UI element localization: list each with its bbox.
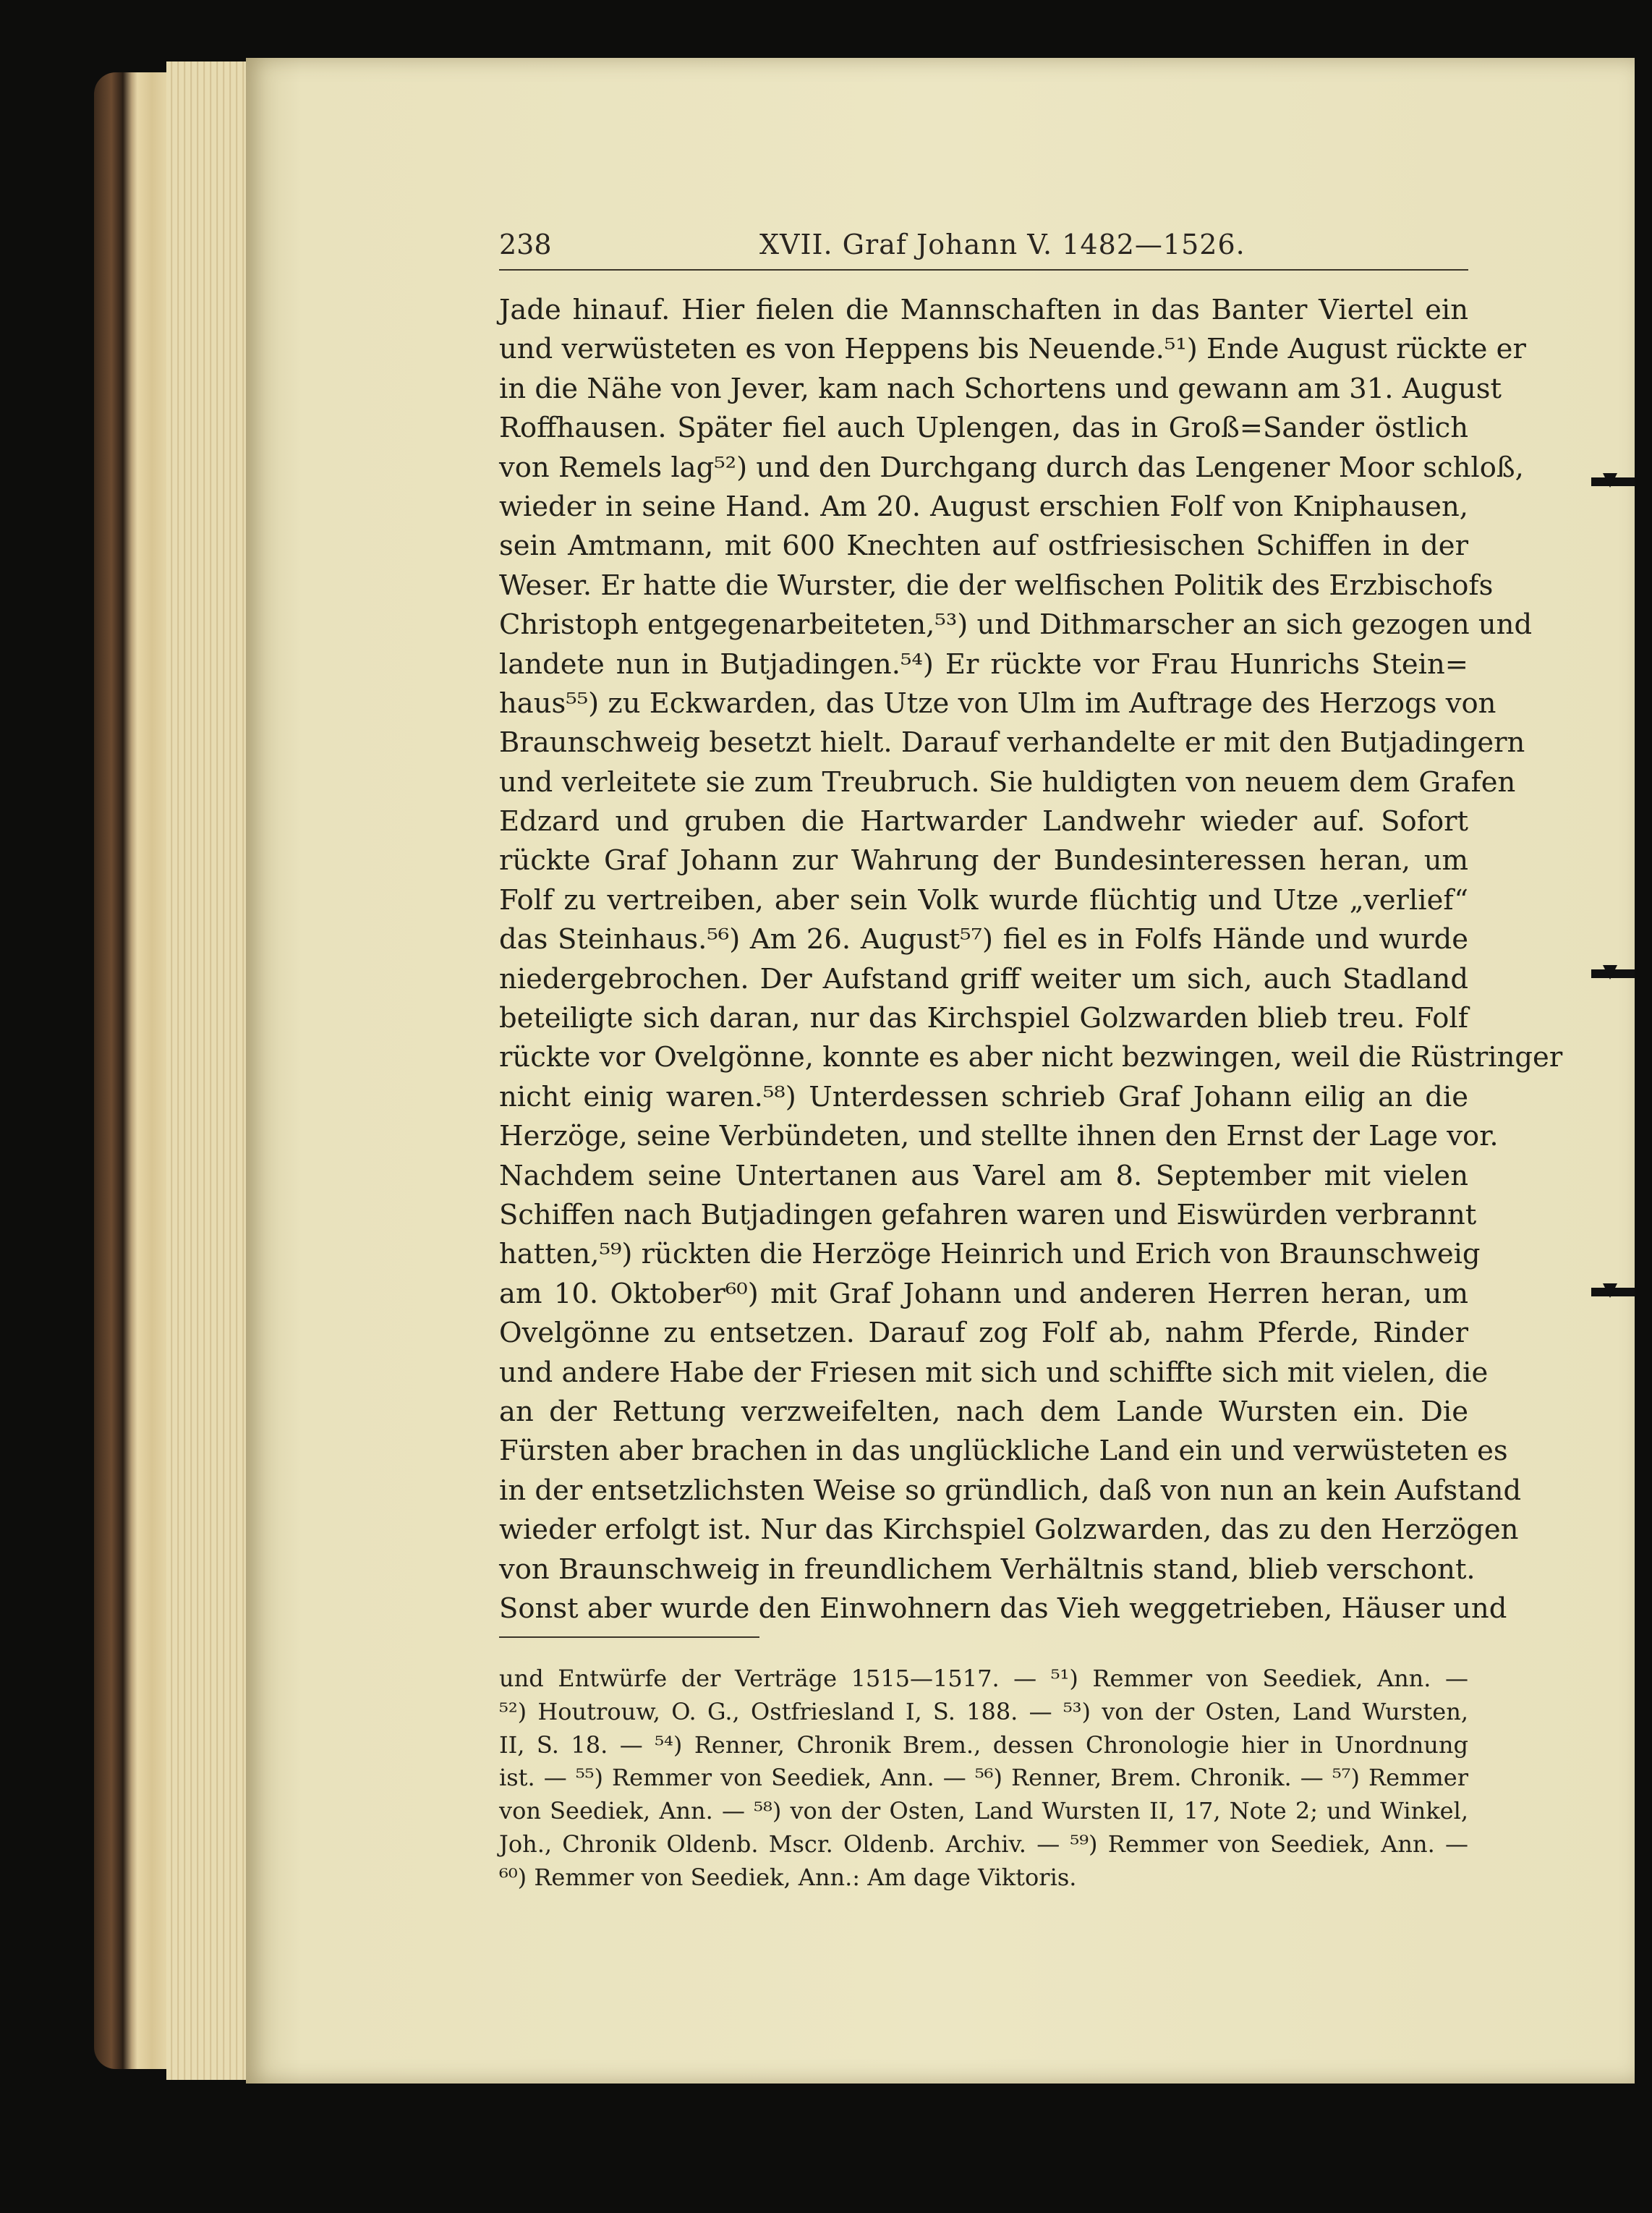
text-line: Sonst aber wurde den Einwohnern das Vieh weggetrieben, Häuser und (499, 1592, 1507, 1625)
text-line: Braunschweig besetzt hielt. Darauf verhandelte er mit den Butjadingern (499, 726, 1525, 760)
margin-marker (1591, 1288, 1635, 1296)
text-line: in der entsetzlichsten Weise so gründlich, daß von nun an kein Aufstand (499, 1474, 1522, 1507)
text-line: Ovelgönne zu entsetzen. Darauf zog Folf ab, nahm Pferde, Rinder (499, 1317, 1468, 1350)
text-line: von Remels lag⁵²) und den Durchgang durch das Lengener Moor schloß, (499, 451, 1524, 484)
text-line: Folf zu vertreiben, aber sein Volk wurde flüchtig und Utze „verlief“ (499, 883, 1468, 917)
text-line: von Braunschweig in freundlichem Verhältnis stand, blieb verschont. (499, 1553, 1476, 1586)
text-line: Weser. Er hatte die Wurster, die der welfischen Politik des Erzbischofs (499, 569, 1494, 602)
text-line: wieder erfolgt ist. Nur das Kirchspiel Golzwarden, das zu den Herzögen (499, 1513, 1519, 1547)
text-line: beteiligte sich daran, nur das Kirchspiel Golzwarden blieb treu. Folf (499, 1002, 1468, 1035)
page-header (499, 226, 1468, 271)
running-title: XVII. Graf Johann V. 1482—1526. (759, 229, 1246, 260)
footnote-line: und Entwürfe der Verträge 1515—1517. — ⁵¹) Remmer von Seediek, Ann. — (499, 1665, 1468, 1692)
text-line: Schiffen nach Butjadingen gefahren waren und Eiswürden verbrannt (499, 1198, 1477, 1231)
text-line: an der Rettung verzweifelten, nach dem Lande Wursten ein. Die (499, 1395, 1468, 1428)
footnote-divider (499, 1636, 759, 1638)
footnote-line: ⁵²) Houtrouw, O. G., Ostfriesland I, S. 188. — ⁵³) von der Osten, Land Wursten, (499, 1697, 1468, 1725)
text-line: in die Nähe von Jever, kam nach Schortens und gewann am 31. August (499, 372, 1502, 405)
text-line: Nachdem seine Untertanen aus Varel am 8. September mit vielen (499, 1159, 1468, 1192)
text-line: Christoph entgegenarbeiteten,⁵³) und Dithmarscher an sich gezogen und (499, 608, 1533, 642)
text-line: rückte Graf Johann zur Wahrung der Bundesinteressen heran, um (499, 844, 1468, 878)
margin-marker (1591, 477, 1635, 486)
footnotes (499, 1662, 1468, 1895)
page-number: 238 (499, 229, 552, 260)
footnote-line: Joh., Chronik Oldenb. Mscr. Oldenb. Archiv. — ⁵⁹) Remmer von Seediek, Ann. — (499, 1830, 1468, 1858)
margin-marker (1591, 969, 1635, 978)
text-line: wieder in seine Hand. Am 20. August erschien Folf von Kniphausen, (499, 490, 1468, 523)
text-line: haus⁵⁵) zu Eckwarden, das Utze von Ulm im Auftrage des Herzogs von (499, 687, 1496, 720)
text-line: niedergebrochen. Der Aufstand griff weiter um sich, auch Stadland (499, 962, 1468, 995)
text-line: das Steinhaus.⁵⁶) Am 26. August⁵⁷) fiel es in Folfs Hände und wurde (499, 923, 1468, 956)
text-line: Jade hinauf. Hier fielen die Mannschaften in das Banter Viertel ein (499, 294, 1468, 326)
text-line: am 10. Oktober⁶⁰) mit Graf Johann und anderen Herren heran, um (499, 1277, 1468, 1310)
text-line: und verwüsteten es von Heppens bis Neuende.⁵¹) Ende August rückte er (499, 333, 1526, 366)
footnote-line: ist. — ⁵⁵) Remmer von Seediek, Ann. — ⁵⁶) Renner, Brem. Chronik. — ⁵⁷) Remmer (499, 1764, 1468, 1792)
text-line: und verleitete sie zum Treubruch. Sie huldigten von neuem dem Grafen (499, 765, 1516, 799)
text-line: landete nun in Butjadingen.⁵⁴) Er rückte vor Frau Hunrichs Stein= (499, 647, 1468, 681)
text-line: Edzard und gruben die Hartwarder Landwehr wieder auf. Sofort (499, 805, 1468, 838)
footnote-line: ⁶⁰) Remmer von Seediek, Ann.: Am dage Viktoris. (499, 1863, 1077, 1891)
footnote-line: II, S. 18. — ⁵⁴) Renner, Chronik Brem., dessen Chronologie hier in Unordnung (499, 1730, 1468, 1759)
text-line: Fürsten aber brachen in das unglückliche Land ein und verwüsteten es (499, 1435, 1508, 1468)
text-line: nicht einig waren.⁵⁸) Unterdessen schrieb Graf Johann eilig an die (499, 1080, 1468, 1113)
text-line: rückte vor Ovelgönne, konnte es aber nicht bezwingen, weil die Rüstringer (499, 1041, 1563, 1074)
text-line: und andere Habe der Friesen mit sich und schiffte sich mit vielen, die (499, 1356, 1489, 1389)
text-line: sein Amtmann, mit 600 Knechten auf ostfriesischen Schiffen in der (499, 530, 1468, 563)
text-line: Herzöge, seine Verbündeten, und stellte ihnen den Ernst der Lage vor. (499, 1120, 1499, 1153)
footnote-line: von Seediek, Ann. — ⁵⁸) von der Osten, Land Wursten II, 17, Note 2; und Winkel, (499, 1797, 1468, 1825)
body-text (499, 291, 1563, 1628)
text-line: hatten,⁵⁹) rückten die Herzöge Heinrich und Erich von Braunschweig (499, 1238, 1481, 1271)
text-line: Roffhausen. Später fiel auch Uplengen, das in Groß=Sander östlich (499, 412, 1468, 445)
